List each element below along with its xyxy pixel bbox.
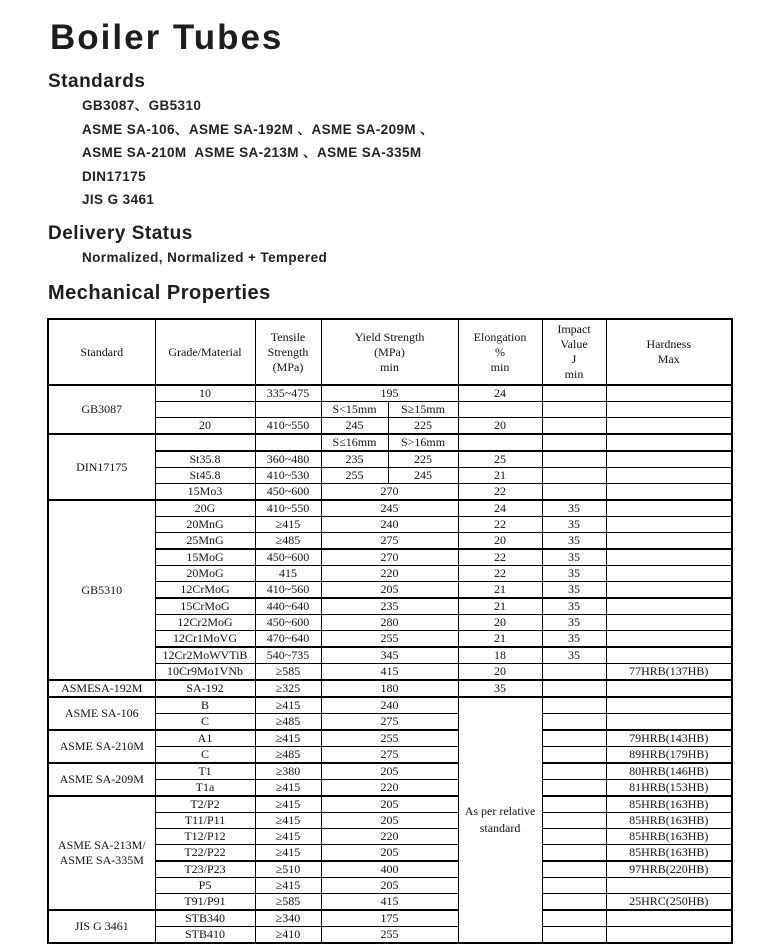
impact-value-cell: 35 (542, 566, 606, 582)
yield-strength-cell: 255 (321, 468, 388, 484)
table-row (48, 434, 732, 451)
impact-value-cell (542, 714, 606, 731)
hardness-cell: 97HRB(220HB) (606, 861, 732, 878)
impact-value-cell (542, 829, 606, 845)
tensile-strength-cell: 360~480 (255, 451, 321, 468)
yield-strength-cell: 255 (321, 730, 458, 747)
hardness-cell: 89HRB(179HB) (606, 747, 732, 764)
tensile-strength-cell: ≥415 (255, 780, 321, 797)
standard-cell: ASME SA-213M/ ASME SA-335M (48, 796, 155, 910)
tensile-strength-cell: 540~735 (255, 647, 321, 664)
tensile-strength-cell: 470~640 (255, 631, 321, 648)
tensile-strength-cell: 410~550 (255, 418, 321, 435)
grade-cell: 20G (155, 500, 255, 517)
elongation-cell: 18 (458, 647, 542, 664)
grade-cell: STB410 (155, 927, 255, 944)
hardness-cell (606, 878, 732, 894)
yield-strength-cell: 275 (321, 533, 458, 550)
yield-strength-cell: 205 (321, 845, 458, 862)
grade-cell: T22/P22 (155, 845, 255, 862)
elongation-cell: 20 (458, 533, 542, 550)
elongation-cell: 35 (458, 680, 542, 697)
yield-strength-cell: 235 (321, 598, 458, 615)
impact-value-cell: 35 (542, 500, 606, 517)
yield-strength-cell: 175 (321, 910, 458, 927)
yield-strength-cell: 415 (321, 894, 458, 911)
impact-value-cell (542, 813, 606, 829)
elongation-cell: 22 (458, 484, 542, 501)
yield-strength-cell: 275 (321, 747, 458, 764)
impact-value-cell (542, 910, 606, 927)
yield-strength-cell: 205 (321, 878, 458, 894)
tensile-strength-cell: 450~600 (255, 549, 321, 566)
impact-value-cell (542, 861, 606, 878)
grade-cell (155, 402, 255, 418)
tensile-strength-cell: 335~475 (255, 385, 321, 402)
tensile-strength-cell: 410~530 (255, 468, 321, 484)
header-grade-material: Grade/Material (155, 319, 255, 385)
elongation-cell: 25 (458, 451, 542, 468)
standard-cell: ASMESA-192M (48, 680, 155, 697)
hardness-cell (606, 468, 732, 484)
tensile-strength-cell: ≥340 (255, 910, 321, 927)
mechanical-properties-table (47, 318, 733, 944)
standards-line: DIN17175 (82, 168, 146, 184)
impact-value-cell (542, 730, 606, 747)
impact-value-cell (542, 451, 606, 468)
table-row (48, 730, 732, 747)
hardness-cell: 85HRB(163HB) (606, 845, 732, 862)
impact-value-cell (542, 680, 606, 697)
yield-strength-cell: 205 (321, 796, 458, 813)
impact-value-cell: 35 (542, 533, 606, 550)
elongation-cell: 20 (458, 664, 542, 681)
yield-strength-cell: 415 (321, 664, 458, 681)
delivery-status-line: Normalized, Normalized + Tempered (82, 249, 328, 265)
elongation-cell: 21 (458, 631, 542, 648)
standard-cell: ASME SA-209M (48, 763, 155, 796)
grade-cell: 20MoG (155, 566, 255, 582)
hardness-cell (606, 402, 732, 418)
standard-cell: GB5310 (48, 500, 155, 680)
elongation-cell: 24 (458, 500, 542, 517)
impact-value-cell (542, 468, 606, 484)
table-header-row (48, 319, 732, 385)
elongation-cell: 24 (458, 385, 542, 402)
hardness-cell (606, 598, 732, 615)
yield-strength-cell: 195 (321, 385, 458, 402)
hardness-cell: 80HRB(146HB) (606, 763, 732, 780)
tensile-strength-cell: ≥585 (255, 664, 321, 681)
delivery-status-list (82, 246, 773, 270)
yield-strength-cell: 280 (321, 615, 458, 631)
grade-cell: T12/P12 (155, 829, 255, 845)
tensile-strength-cell (255, 434, 321, 451)
grade-cell: St35.8 (155, 451, 255, 468)
table-row (48, 763, 732, 780)
header-impact-value: Impact Value J min (542, 319, 606, 385)
impact-value-cell (542, 664, 606, 681)
impact-value-cell (542, 878, 606, 894)
impact-value-cell: 35 (542, 517, 606, 533)
tensile-strength-cell: ≥415 (255, 697, 321, 714)
impact-value-cell: 35 (542, 647, 606, 664)
hardness-cell: 85HRB(163HB) (606, 813, 732, 829)
tensile-strength-cell: ≥485 (255, 714, 321, 731)
impact-value-cell (542, 894, 606, 911)
elongation-cell (458, 434, 542, 451)
table-row (48, 680, 732, 697)
header-hardness: Hardness Max (606, 319, 732, 385)
yield-strength-cell: 255 (321, 927, 458, 944)
hardness-cell (606, 631, 732, 648)
hardness-cell: 85HRB(163HB) (606, 829, 732, 845)
standards-list (82, 94, 773, 212)
standard-cell: GB3087 (48, 385, 155, 434)
grade-cell: 25MnG (155, 533, 255, 550)
impact-value-cell (542, 927, 606, 944)
elongation-cell: 21 (458, 468, 542, 484)
hardness-cell (606, 418, 732, 435)
standard-cell: ASME SA-210M (48, 730, 155, 763)
grade-cell: T11/P11 (155, 813, 255, 829)
header-yield-strength: Yield Strength (MPa) min (321, 319, 458, 385)
impact-value-cell: 35 (542, 615, 606, 631)
mech-table-body (48, 385, 732, 943)
yield-strength-cell: 245 (321, 418, 388, 435)
tensile-strength-cell (255, 402, 321, 418)
tensile-strength-cell: 410~550 (255, 500, 321, 517)
header-tensile-strength: Tensile Strength (MPa) (255, 319, 321, 385)
tensile-strength-cell: 450~600 (255, 615, 321, 631)
grade-cell: 15CrMoG (155, 598, 255, 615)
hardness-cell (606, 434, 732, 451)
tensile-strength-cell: ≥485 (255, 747, 321, 764)
grade-cell: 15Mo3 (155, 484, 255, 501)
yield-strength-cell: 180 (321, 680, 458, 697)
tensile-strength-cell: ≥415 (255, 829, 321, 845)
tensile-strength-cell: ≥415 (255, 813, 321, 829)
grade-cell: T91/P91 (155, 894, 255, 911)
yield-strength-cell: 240 (321, 517, 458, 533)
impact-value-cell: 35 (542, 598, 606, 615)
yield-strength-cell: 400 (321, 861, 458, 878)
impact-value-cell (542, 747, 606, 764)
hardness-cell: 79HRB(143HB) (606, 730, 732, 747)
tensile-strength-cell: 440~640 (255, 598, 321, 615)
grade-cell (155, 434, 255, 451)
yield-strength-cell: 270 (321, 484, 458, 501)
impact-value-cell (542, 402, 606, 418)
standards-line: JIS G 3461 (82, 192, 155, 207)
hardness-cell: 85HRB(163HB) (606, 796, 732, 813)
hardness-cell: 77HRB(137HB) (606, 664, 732, 681)
yield-strength-cell: S<15mm (321, 402, 388, 418)
table-row (48, 385, 732, 402)
yield-strength-cell: S≤16mm (321, 434, 388, 451)
elongation-merged-cell: As per relative standard (458, 697, 542, 943)
elongation-cell: 22 (458, 566, 542, 582)
yield-strength-cell: 205 (321, 763, 458, 780)
impact-value-cell (542, 385, 606, 402)
tensile-strength-cell: ≥415 (255, 796, 321, 813)
yield-strength-cell: 205 (321, 813, 458, 829)
table-row (48, 697, 732, 714)
hardness-cell (606, 910, 732, 927)
grade-cell: 12Cr2MoG (155, 615, 255, 631)
hardness-cell (606, 533, 732, 550)
grade-cell: 20 (155, 418, 255, 435)
grade-cell: 12CrMoG (155, 582, 255, 599)
header-standard: Standard (48, 319, 155, 385)
hardness-cell (606, 697, 732, 714)
tensile-strength-cell: ≥415 (255, 730, 321, 747)
grade-cell: T1 (155, 763, 255, 780)
standard-cell: DIN17175 (48, 434, 155, 500)
grade-cell: T2/P2 (155, 796, 255, 813)
yield-strength-cell: 220 (321, 829, 458, 845)
yield-strength-cell: 240 (321, 697, 458, 714)
grade-cell: P5 (155, 878, 255, 894)
yield-strength-cell: 245 (321, 500, 458, 517)
yield-strength-cell: 245 (388, 468, 458, 484)
grade-cell: St45.8 (155, 468, 255, 484)
impact-value-cell (542, 796, 606, 813)
grade-cell: C (155, 714, 255, 731)
hardness-cell (606, 549, 732, 566)
yield-strength-cell: 255 (321, 631, 458, 648)
page-title: Boiler Tubes (50, 18, 284, 57)
elongation-cell (458, 402, 542, 418)
hardness-cell (606, 451, 732, 468)
grade-cell: STB340 (155, 910, 255, 927)
table-row (48, 910, 732, 927)
tensile-strength-cell: ≥485 (255, 533, 321, 550)
grade-cell: T23/P23 (155, 861, 255, 878)
elongation-cell: 22 (458, 517, 542, 533)
grade-cell: 15MoG (155, 549, 255, 566)
tensile-strength-cell: ≥325 (255, 680, 321, 697)
grade-cell: C (155, 747, 255, 764)
impact-value-cell (542, 780, 606, 797)
tensile-strength-cell: ≥585 (255, 894, 321, 911)
hardness-cell (606, 582, 732, 599)
hardness-cell (606, 566, 732, 582)
header-elongation: Elongation % min (458, 319, 542, 385)
yield-strength-cell: 220 (321, 780, 458, 797)
hardness-cell (606, 500, 732, 517)
yield-strength-cell: 220 (321, 566, 458, 582)
hardness-cell (606, 517, 732, 533)
tensile-strength-cell: 415 (255, 566, 321, 582)
impact-value-cell (542, 434, 606, 451)
table-row (48, 500, 732, 517)
yield-strength-cell: 270 (321, 549, 458, 566)
elongation-cell: 21 (458, 598, 542, 615)
impact-value-cell (542, 845, 606, 862)
elongation-cell: 21 (458, 582, 542, 599)
grade-cell: B (155, 697, 255, 714)
grade-cell: 12Cr2MoWVTiB (155, 647, 255, 664)
tensile-strength-cell: ≥415 (255, 878, 321, 894)
elongation-cell: 22 (458, 549, 542, 566)
tensile-strength-cell: ≥380 (255, 763, 321, 780)
yield-strength-cell: 225 (388, 451, 458, 468)
tensile-strength-cell: 410~560 (255, 582, 321, 599)
yield-strength-cell: 345 (321, 647, 458, 664)
hardness-cell (606, 484, 732, 501)
delivery-status-heading: Delivery Status (48, 222, 193, 244)
impact-value-cell (542, 418, 606, 435)
impact-value-cell: 35 (542, 582, 606, 599)
standards-line: ASME SA-210M ASME SA-213M 、ASME SA-335M (82, 145, 422, 160)
hardness-cell (606, 714, 732, 731)
hardness-cell (606, 927, 732, 944)
yield-strength-cell: 225 (388, 418, 458, 435)
elongation-cell: 20 (458, 418, 542, 435)
impact-value-cell (542, 484, 606, 501)
yield-strength-cell: 275 (321, 714, 458, 731)
yield-strength-cell: 205 (321, 582, 458, 599)
tensile-strength-cell: 450~600 (255, 484, 321, 501)
hardness-cell: 25HRC(250HB) (606, 894, 732, 911)
grade-cell: 12Cr1MoVG (155, 631, 255, 648)
grade-cell: 20MnG (155, 517, 255, 533)
hardness-cell (606, 385, 732, 402)
impact-value-cell: 35 (542, 631, 606, 648)
mechanical-properties-heading: Mechanical Properties (48, 282, 271, 304)
hardness-cell (606, 615, 732, 631)
tensile-strength-cell: ≥415 (255, 845, 321, 862)
tensile-strength-cell: ≥410 (255, 927, 321, 944)
standards-line: ASME SA-106、ASME SA-192M 、ASME SA-209M 、 (82, 121, 435, 137)
yield-strength-cell: S>16mm (388, 434, 458, 451)
hardness-cell (606, 680, 732, 697)
grade-cell: 10Cr9Mo1VNb (155, 664, 255, 681)
grade-cell: A1 (155, 730, 255, 747)
standard-cell: ASME SA-106 (48, 697, 155, 730)
tensile-strength-cell: ≥415 (255, 517, 321, 533)
standards-heading: Standards (48, 71, 146, 92)
grade-cell: SA-192 (155, 680, 255, 697)
grade-cell: T1a (155, 780, 255, 797)
impact-value-cell (542, 697, 606, 714)
elongation-cell: 20 (458, 615, 542, 631)
hardness-cell: 81HRB(153HB) (606, 780, 732, 797)
impact-value-cell: 35 (542, 549, 606, 566)
hardness-cell (606, 647, 732, 664)
standard-cell: JIS G 3461 (48, 910, 155, 943)
yield-strength-cell: S≥15mm (388, 402, 458, 418)
tensile-strength-cell: ≥510 (255, 861, 321, 878)
yield-strength-cell: 235 (321, 451, 388, 468)
impact-value-cell (542, 763, 606, 780)
grade-cell: 10 (155, 385, 255, 402)
table-row (48, 796, 732, 813)
standards-line: GB3087、GB5310 (82, 98, 202, 113)
